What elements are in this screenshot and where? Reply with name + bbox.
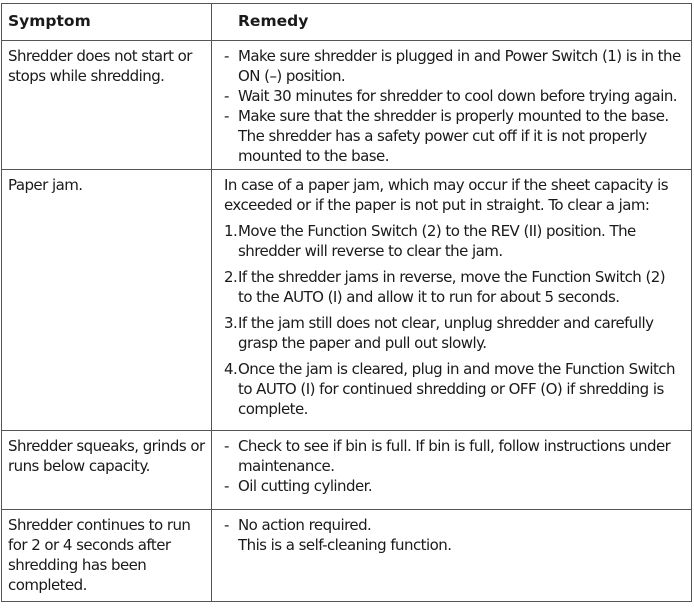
step-number: 3. [224, 314, 238, 332]
table-row [2, 170, 692, 431]
remedy-intro: In case of a paper jam, which may occur if the sheet capacity is exceeded or if the paper is not put in straight. To clear a jam: [224, 176, 668, 214]
symptom-cell [2, 431, 212, 510]
remedy-step [224, 221, 683, 261]
remedy-item: - Check to see if bin is full. If bin is full, follow instructions under maintenance. [224, 436, 683, 476]
symptom-cell [2, 41, 212, 170]
step-text: If the jam still does not clear, unplug shredder and carefully grasp the paper and pull out slowly. [238, 314, 654, 352]
remedy-cell [212, 510, 692, 602]
symptom-text: Shredder squeaks, grinds or runs below capacity. [8, 437, 205, 475]
step-text: Move the Function Switch (2) to the REV (II) position. The shredder will reverse to clear the jam. [238, 222, 636, 260]
table-row [2, 431, 692, 510]
step-text: Once the jam is cleared, plug in and move the Function Switch to AUTO (I) for continued shredding or OFF (O) if shredding is complete. [238, 360, 675, 418]
symptom-text: Shredder continues to run for 2 or 4 seconds after shredding has been completed. [8, 516, 191, 594]
remedy-column-header: Remedy [212, 4, 692, 41]
symptom-text: Paper jam. [8, 176, 83, 194]
remedy-step [224, 359, 683, 419]
step-text: If the shredder jams in reverse, move the Function Switch (2) to the AUTO (I) and allow it to run for about 5 seconds. [238, 268, 666, 306]
remedy-cell [212, 170, 692, 431]
remedy-step [224, 313, 683, 353]
remedy-cell [212, 431, 692, 510]
remedy-item: - Make sure that the shredder is properly mounted to the base. The shredder has a safety power cut off if it is not properly mounted to the base. [224, 106, 683, 166]
remedy-item: - Wait 30 minutes for shredder to cool down before trying again. [224, 86, 683, 106]
symptom-cell [2, 170, 212, 431]
table-row [2, 41, 692, 170]
symptom-cell [2, 510, 212, 602]
remedy-item: - Make sure shredder is plugged in and Power Switch (1) is in the ON (–) position. [224, 46, 683, 86]
remedy-cell [212, 41, 692, 170]
header-row [2, 4, 692, 41]
step-number: 4. [224, 360, 238, 378]
step-number: 1. [224, 222, 238, 240]
remedy-item: - No action required. [224, 515, 683, 535]
symptom-column-header: Symptom [2, 4, 212, 41]
remedy-step [224, 267, 683, 307]
remedy-item: - Oil cutting cylinder. [224, 476, 683, 496]
troubleshooting-table [1, 3, 692, 602]
step-number: 2. [224, 268, 238, 286]
symptom-text: Shredder does not start or stops while shredding. [8, 47, 192, 85]
remedy-note: This is a self-cleaning function. [238, 536, 452, 554]
table-row [2, 510, 692, 602]
